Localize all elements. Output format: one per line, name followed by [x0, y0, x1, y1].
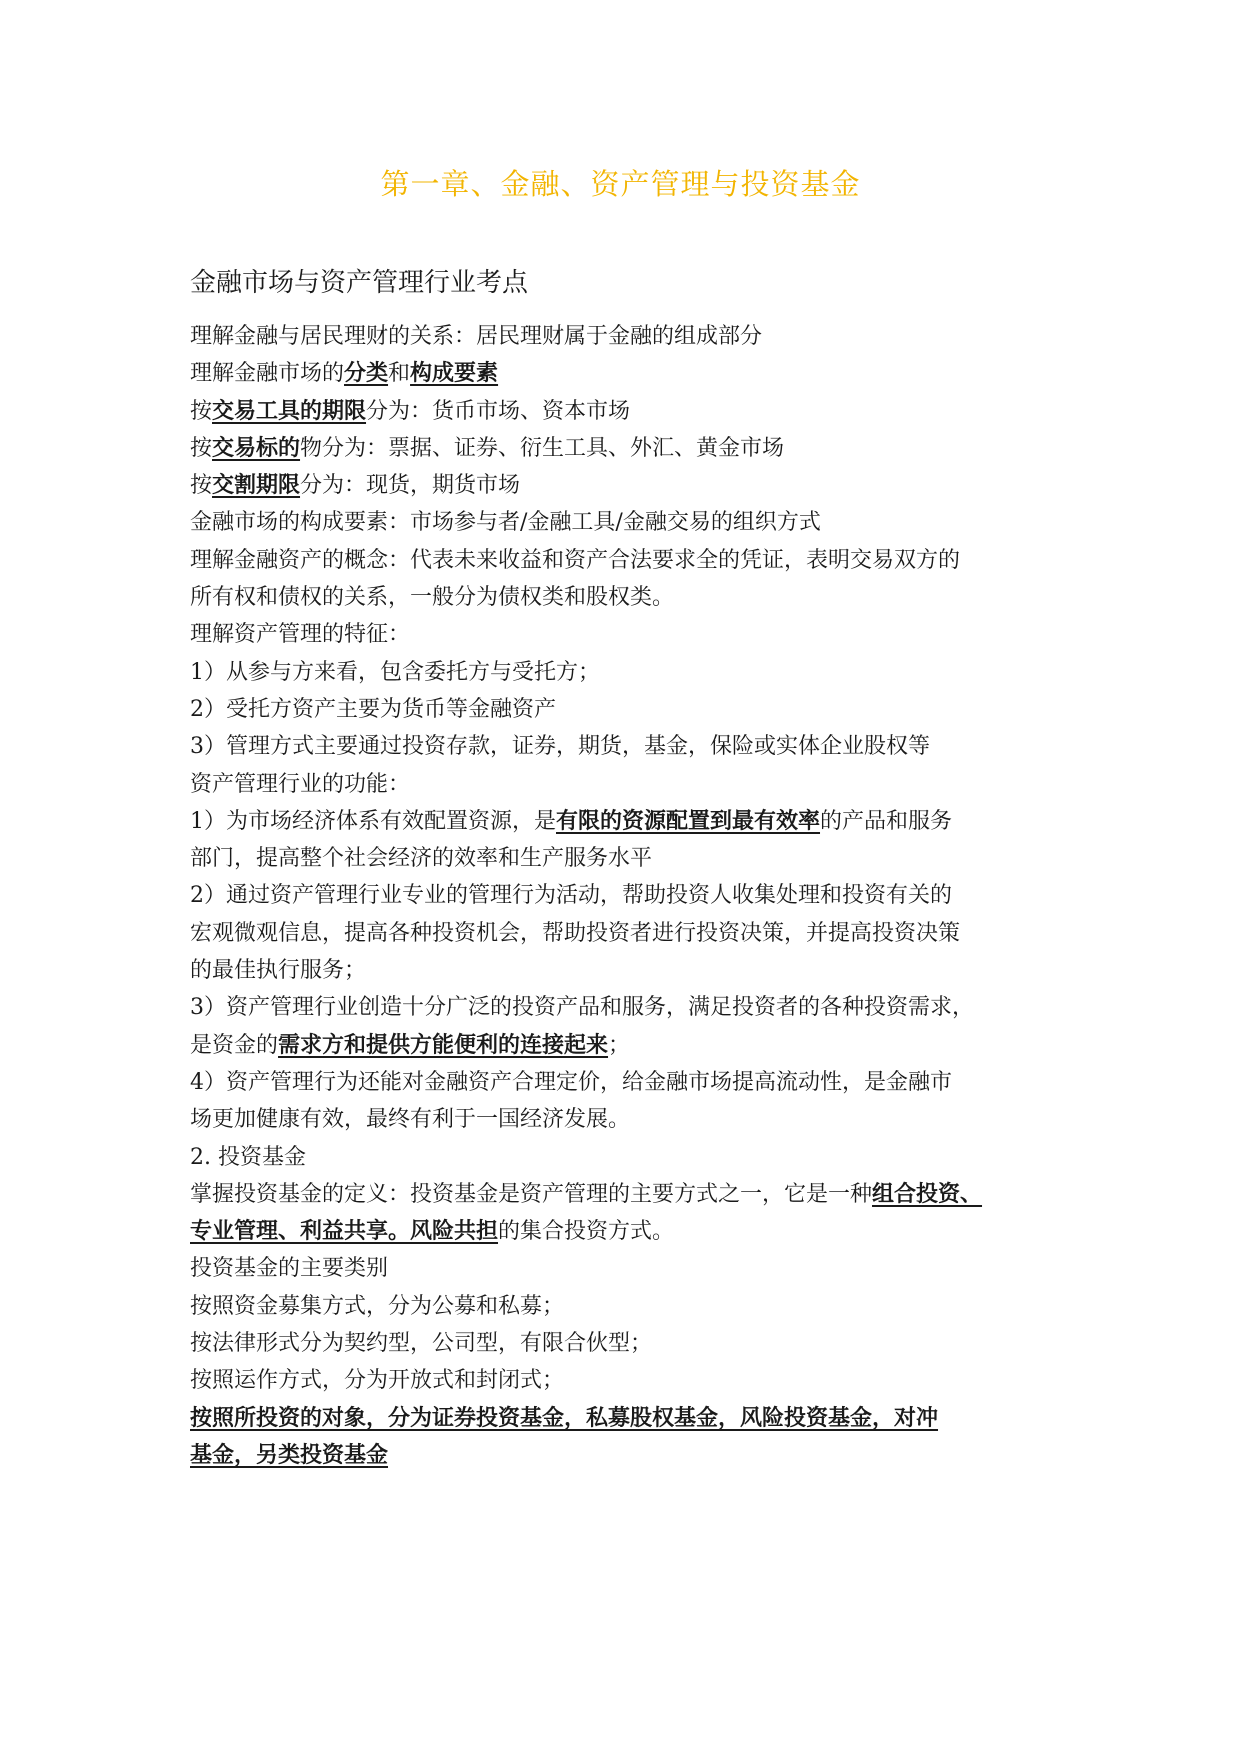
text-line — [190, 1288, 1070, 1325]
emphasis-text: 按照所投资的对象，分为证券投资基金，私募股权基金，风险投资基金，对冲 — [190, 1404, 939, 1431]
plain-text: 部门，提高整个社会经济的效率和生产服务水平 — [190, 846, 653, 872]
plain-text: 投资基金的主要类别 — [190, 1256, 389, 1282]
plain-text: 的集合投资方式。 — [498, 1219, 675, 1245]
text-line — [190, 1437, 1070, 1474]
text-line — [190, 803, 1070, 840]
body-text — [190, 318, 1070, 1474]
plain-text: 掌握投资基金的定义：投资基金是资产管理的主要方式之一，它是一种 — [190, 1181, 873, 1207]
emphasis-text: 构成要素 — [410, 360, 499, 387]
text-line — [190, 1362, 1070, 1399]
plain-text: 3）资产管理行业创造十分广泛的投资产品和服务，满足投资者的各种投资需求， — [190, 995, 974, 1021]
plain-text: 金融市场的构成要素：市场参与者/金融工具/金融交易的组织方式 — [190, 510, 821, 536]
emphasis-text: 组合投资、 — [872, 1180, 983, 1207]
text-line — [190, 393, 1070, 430]
text-line — [190, 952, 1070, 989]
plain-text: 物分为：票据、证券、衍生工具、外汇、黄金市场 — [300, 435, 785, 461]
plain-text: ； — [608, 1032, 631, 1058]
plain-text: 按法律形式分为契约型，公司型，有限合伙型； — [190, 1331, 653, 1357]
text-line — [190, 1176, 1070, 1213]
text-line — [190, 467, 1070, 504]
text-line — [190, 1325, 1070, 1362]
plain-text: 2）通过资产管理行业专业的管理行为活动，帮助投资人收集处理和投资有关的 — [190, 883, 952, 909]
text-line — [190, 318, 1070, 355]
plain-text: 资产管理行业的功能： — [190, 771, 411, 797]
text-line — [190, 877, 1070, 914]
text-line — [190, 654, 1070, 691]
plain-text: 按照运作方式，分为开放式和封闭式； — [190, 1368, 565, 1394]
text-line — [190, 840, 1070, 877]
text-line — [190, 504, 1070, 541]
text-line — [190, 915, 1070, 952]
text-line — [190, 691, 1070, 728]
plain-text: 分为：现货，期货市场 — [300, 473, 521, 499]
text-line — [190, 579, 1070, 616]
text-line — [190, 616, 1070, 653]
plain-text: 按 — [190, 398, 213, 424]
text-line — [190, 766, 1070, 803]
emphasis-text: 有限的资源配置到最有效率 — [556, 807, 821, 834]
plain-text: 宏观微观信息，提高各种投资机会，帮助投资者进行投资决策，并提高投资决策 — [190, 920, 961, 946]
plain-text: 理解金融与居民理财的关系：居民理财属于金融的组成部分 — [190, 324, 763, 349]
text-line — [190, 1064, 1070, 1101]
text-line — [190, 989, 1070, 1026]
plain-text: 是资金的 — [190, 1032, 279, 1058]
emphasis-text: 交割期限 — [212, 472, 301, 499]
text-line — [190, 542, 1070, 579]
text-line — [190, 728, 1070, 765]
section-heading: 金融市场与资产管理行业考点 — [190, 268, 529, 298]
plain-text: 1）为市场经济体系有效配置资源，是 — [190, 808, 556, 834]
plain-text: 1）从参与方来看，包含委托方与受托方； — [190, 659, 600, 685]
emphasis-text: 交易工具的期限 — [212, 397, 367, 424]
emphasis-text: 分类 — [344, 360, 389, 387]
plain-text: 按照资金募集方式，分为公募和私募； — [190, 1293, 565, 1319]
text-line — [190, 1250, 1070, 1287]
text-line — [190, 1400, 1070, 1437]
plain-text: 所有权和债权的关系，一般分为债权类和股权类。 — [190, 585, 675, 611]
text-line — [190, 1027, 1070, 1064]
text-line — [190, 1213, 1070, 1250]
text-line — [190, 1101, 1070, 1138]
plain-text: 理解金融资产的概念：代表未来收益和资产合法要求全的凭证，表明交易双方的 — [190, 547, 961, 573]
text-line — [190, 1139, 1070, 1176]
emphasis-text: 需求方和提供方能便利的连接起来 — [278, 1031, 609, 1058]
plain-text: 2）受托方资产主要为货币等金融资产 — [190, 696, 556, 722]
text-line — [190, 355, 1070, 392]
emphasis-text: 专业管理、利益共享。风险共担 — [190, 1218, 499, 1245]
plain-text: 按 — [190, 435, 213, 461]
text-line — [190, 430, 1070, 467]
plain-text: 和 — [388, 361, 411, 387]
plain-text: 2. 投资基金 — [190, 1144, 306, 1170]
plain-text: 3）管理方式主要通过投资存款，证券，期货，基金，保险或实体企业股权等 — [190, 734, 930, 760]
emphasis-text: 基金，另类投资基金 — [190, 1441, 389, 1468]
chapter-title: 第一章、金融、资产管理与投资基金 — [380, 167, 861, 201]
plain-text: 4）资产管理行为还能对金融资产合理定价，给金融市场提高流动性，是金融市 — [190, 1069, 952, 1095]
plain-text: 理解资产管理的特征： — [190, 622, 411, 648]
emphasis-text: 交易标的 — [212, 434, 301, 461]
plain-text: 的产品和服务 — [820, 808, 953, 834]
plain-text: 按 — [190, 473, 213, 499]
plain-text: 场更加健康有效，最终有利于一国经济发展。 — [190, 1107, 631, 1133]
plain-text: 理解金融市场的 — [190, 361, 345, 387]
plain-text: 分为：货币市场、资本市场 — [366, 398, 631, 424]
plain-text: 的最佳执行服务； — [190, 958, 367, 984]
